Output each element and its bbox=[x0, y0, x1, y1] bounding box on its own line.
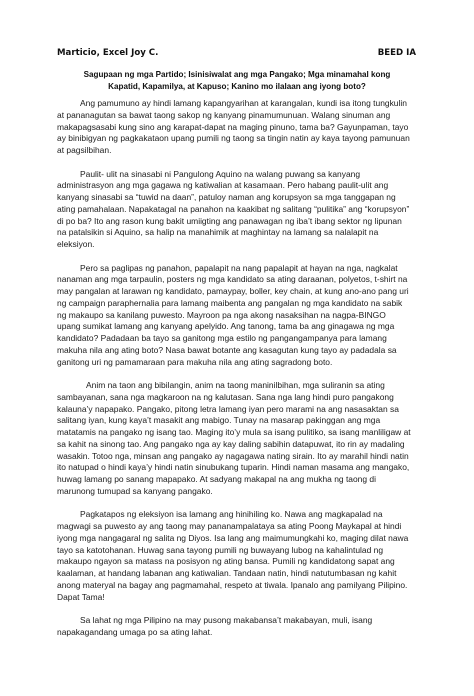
title-line: Kapatid, Kapamilya, at Kapuso; Kanino mo ilalaan ang iyong boto? bbox=[108, 81, 366, 91]
text-line: at pagsilbihan. bbox=[57, 145, 112, 155]
paragraph-1 bbox=[57, 98, 416, 157]
text-line: ganitong uri ng pamamaraan para makuha nila ang ating sagradong boto. bbox=[57, 356, 333, 367]
essay-title bbox=[70, 69, 404, 92]
text-line: ng makaupo sa kanilang puwesto. Mayroon pa nga akong nasaksihan na nagpa-BINGO bbox=[57, 309, 386, 320]
text-line: Anim na taon ang bibilangin, anim na taong maninilbihan, mga suliranin sa ating bbox=[86, 380, 385, 390]
text-line: makapagsasabi kung sino ang karapat-dapat na maging pinuno, tama ba? Gayunpaman, tayo bbox=[57, 121, 409, 132]
class-section: BEED IA bbox=[377, 48, 416, 58]
paragraph-3 bbox=[57, 263, 416, 369]
text-line: huwag lamang po sanang mapapako. At sadyang makapal na ang mukha ng taong di bbox=[57, 474, 376, 484]
text-line: administrasyon ang mga gagawa ng katiwalian at kasamaan. Pero habang paulit-ulit ang bbox=[57, 180, 389, 191]
title-line: Sagupaan ng mga Partido; Isinisiwalat ang mga Pangako; Mga minamahal kong bbox=[83, 70, 391, 79]
text-line: di po ba? Ito ang rason kung bakit umiigting ang panawagan ng iba’t ibang sektor ng lipunan bbox=[57, 215, 402, 226]
text-line: ating pamahalaan. Napakatagal na panahon na kaakibat ng salitang “pulitika” ang “korupsyon” bbox=[57, 203, 410, 214]
text-line: Pagkatapos ng eleksiyon isa lamang ang hinihiling ko. Nawa ang magkapalad na bbox=[80, 509, 383, 520]
paragraph-5 bbox=[57, 509, 416, 603]
text-line: iyong mga nangagaral ng salita ng Diyos. Isa lang ang maimumungkahi ko, maging dilat nawa bbox=[57, 532, 409, 543]
text-line: Paulit- ulit na sinasabi ni Pangulong Aquino na walang puwang sa kanyang bbox=[80, 168, 361, 179]
text-line: kaalaman, at handang labanan ang katiwalian. Tandaan natin, hindi natutumbasan ng kahit bbox=[57, 568, 397, 578]
text-line: eleksiyon. bbox=[57, 239, 95, 249]
text-line: makaupo ngayon sa matass na posisyon ng ating bansa. Pumili ng kandidatong sapat ang bbox=[57, 556, 395, 567]
text-line: magwagi sa puwesto ay ang taong may pananampalataya sa ating Poong Maykapal at hindi bbox=[57, 521, 402, 531]
paragraph-2 bbox=[57, 169, 416, 251]
text-line: marunong tumupad sa kanyang pangako. bbox=[57, 485, 213, 496]
text-line: kanyang sinasabi sa “tuwid na daan”, patuloy naman ang korupsyon sa mga tanggapan ng bbox=[57, 192, 396, 202]
text-line: matatamis na pangako ng isang tao. Maging ito’y mula sa isang pulitiko, sa isang manliligaw at bbox=[57, 427, 411, 437]
text-line: sambayanan, sana nga magkaroon na ng kalutasan. Sana nga lang hindi puro pangakong bbox=[57, 391, 394, 402]
text-line: ay binibigyan ng pagkakataon upang pumili ng taong sa tingin natin ay kaya tayong pamunuan bbox=[57, 133, 410, 144]
text-line: nanaman ang mga tarpaulin, posters ng mga kandidato sa ating daraanan, polyetos, t-shirt na bbox=[57, 274, 408, 285]
text-line: tayo sa katotohanan. Huwag sana tayong pumili ng buwayang lubog na kahalintulad ng bbox=[57, 544, 384, 555]
paragraph-4 bbox=[57, 380, 416, 498]
text-line: kandidato? Padadaan ba tayo sa ganitong mga estilo ng pangangampanya para lamang bbox=[57, 333, 387, 343]
text-line: ito natupad o hindi kaya’y hindi natin sinubukang tuparin. Hindi naman masama ang mangako, bbox=[57, 462, 410, 473]
essay-body bbox=[57, 98, 416, 650]
text-line: na patalsikin si Aquino, sa halip na manahimik at maghintay na lamang sa nalalapit na bbox=[57, 227, 379, 238]
text-line: sa kahit na sinong tao. Ang pangako nga ay kay daling sabihin datapuwat, ito rin ay madaling bbox=[57, 438, 405, 449]
text-line: Pero sa paglipas ng panahon, papalapit na nang papalapit at hayan na nga, nagkalat bbox=[80, 262, 398, 273]
text-line: kalauna’y napapako. Pangako, pitong letra lamang iyan pero marami na ang nasasaktan sa bbox=[57, 403, 399, 414]
text-line: Dapat Tama! bbox=[57, 591, 105, 602]
paragraph-6 bbox=[57, 615, 416, 639]
author-name: Marticio, Excel Joy C. bbox=[57, 48, 159, 58]
document-header bbox=[57, 46, 416, 60]
text-line: at pananagutan sa bawat taong sakop ng kanyang pinamumunuan. Walang sinuman ang bbox=[57, 109, 391, 120]
text-line: may pangalan at larawan ng kandidato, pamaypay, boller, key chain, at kung ano-ano pang uri bbox=[57, 286, 409, 296]
text-line: wasakin. Totoo nga, minsan ang pangako ay nagagawa nating sirain. Ito ay marahil hindi natin bbox=[57, 450, 409, 461]
text-line: Ang pamumuno ay hindi lamang kapangyarihan at karangalan, kundi isa itong tungkulin bbox=[80, 98, 407, 108]
text-line: napakagandang umaga po sa ating lahat. bbox=[57, 626, 213, 637]
text-line: makuha nila ang ating boto? Nasa bawat botante ang kasagutan kung tayo ay padadala sa bbox=[57, 344, 397, 355]
text-line: upang sumikat lamang ang kanyang apelyido. Ang tanong, tama ba ang ginagawa ng mga bbox=[57, 321, 395, 332]
text-line: Sa lahat ng mga Pilipino na may pusong makabansa’t makabayan, muli, isang bbox=[80, 615, 373, 625]
text-line: salitang iyan, kung kaya’t masakit ang mabigo. Tunay na masarap pakinggan ang mga bbox=[57, 415, 381, 426]
text-line: anong materyal na bagay ang pagmamahal, respeto at tiwala. Ipanalo ang pamilyang Pilipino. bbox=[57, 579, 408, 590]
text-line: ng campaign paraphernalia para lamang maibenta ang pangalan ng mga kandidato na sabik bbox=[57, 297, 403, 308]
